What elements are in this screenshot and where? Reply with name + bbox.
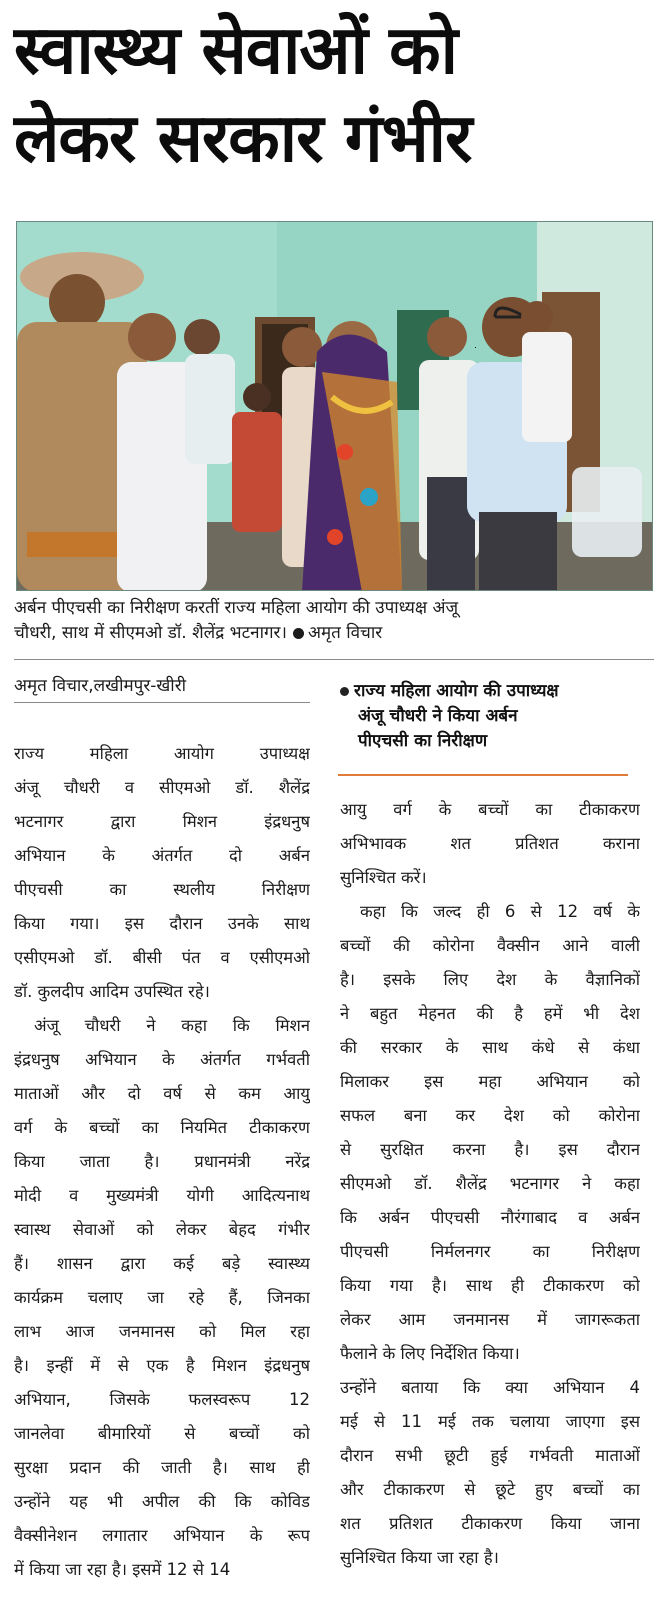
kicker-line-1 (340, 679, 640, 704)
body-text-line: कि अर्बन पीएचसी नौरंगाबाद व अर्बन (340, 1208, 640, 1227)
body-text-line: आयु वर्ग के बच्चों का टीकाकरण (340, 800, 640, 819)
body-text-line: अभियान के अंतर्गत दो अर्बन (14, 846, 310, 865)
body-text-line: हैं। शासन द्वारा कई बड़े स्वास्थ्य (14, 1254, 310, 1273)
dateline: अमृत विचार,लखीमपुर-खीरी (14, 676, 187, 696)
body-text-line: सुरक्षा प्रदान की जाती है। साथ ही (14, 1458, 310, 1477)
body-text-line: है। इसके लिए देश के वैज्ञानिकों (340, 970, 640, 989)
body-text-line: एसीएमओ डॉ. बीसी पंत व एसीएमओ (14, 948, 310, 967)
body-text-line: राज्य महिला आयोग उपाध्यक्ष (14, 744, 310, 763)
bullet-icon (340, 687, 349, 696)
headline (14, 6, 654, 182)
kicker-highlight (340, 679, 640, 754)
kicker-line-2: अंजू चौधरी ने किया अर्बन (358, 706, 518, 726)
kicker-accent-rule (338, 774, 628, 776)
body-text-line: सफल बना कर देश को कोरोना (340, 1106, 640, 1125)
body-text-line: किया जाता है। प्रधानमंत्री नरेंद्र (14, 1152, 310, 1171)
body-text-line: वैक्सीनेशन लगातार अभियान के रूप (14, 1526, 310, 1545)
body-text-line: अभिभावक शत प्रतिशत कराना (340, 834, 640, 853)
body-text-line: सीएमओ डॉ. शैलेंद्र भटनागर ने कहा (340, 1174, 640, 1193)
body-text-line: कहा कि जल्द ही 6 से 12 वर्ष के (360, 902, 640, 921)
body-text-line: स्वास्थ सेवाओं को लेकर बेहद गंभीर (14, 1220, 310, 1239)
article-body-left-column (14, 737, 310, 1587)
dateline-divider (14, 702, 310, 703)
body-text-line: किया गया। इस दौरान उनके साथ (14, 914, 310, 933)
body-text-line: कार्यक्रम चलाए जा रहे हैं, जिनका (14, 1288, 310, 1307)
caption-line-1: अर्बन पीएचसी का निरीक्षण करतीं राज्य महिला आयोग की उपाध्यक्ष अंजू (14, 598, 459, 618)
caption-credit: अमृत विचार (307, 623, 383, 643)
body-text-line: और टीकाकरण से छूटे हुए बच्चों का (340, 1480, 640, 1499)
body-text-line: शत प्रतिशत टीकाकरण किया जाना (340, 1514, 640, 1533)
headline-line-1: स्वास्थ्य सेवाओं को (14, 11, 457, 89)
news-photo (16, 221, 653, 591)
caption-line-2-text: चौधरी, साथ में सीएमओ डॉ. शैलेंद्र भटनागर। (14, 623, 287, 643)
caption-divider (14, 659, 654, 660)
body-text-line: में किया जा रहा है। इसमें 12 से 14 (14, 1560, 231, 1579)
body-text-line: दौरान सभी छूटी हुई गर्भवती माताओं (340, 1446, 640, 1465)
caption-line-2 (14, 621, 654, 646)
body-text-line: से सुरक्षित करना है। इस दौरान (340, 1140, 640, 1159)
photo-caption (14, 596, 654, 646)
body-text-line: अंजू चौधरी ने कहा कि मिशन (34, 1016, 310, 1035)
body-text-line: अभियान, जिसके फलस्वरूप 12 (14, 1390, 310, 1409)
body-text-line: इंद्रधनुष अभियान के अंतर्गत गर्भवती (14, 1050, 310, 1069)
body-text-line: सुनिश्चित करें। (340, 868, 427, 887)
body-text-line: जानलेवा बीमारियों से बच्चों को (14, 1424, 310, 1443)
body-text-line: किया गया है। साथ ही टीकाकरण को (340, 1276, 640, 1295)
body-text-line: डॉ. कुलदीप आदिम उपस्थित रहे। (14, 982, 210, 1001)
body-text-line: पीएचसी निर्मलनगर का निरीक्षण (340, 1242, 640, 1261)
body-text-line: है। इन्हीं में से एक है मिशन इंद्रधनुष (14, 1356, 310, 1375)
kicker-line-1-text: राज्य महिला आयोग की उपाध्यक्ष (354, 681, 559, 701)
body-text-line: वर्ग के बच्चों का नियमित टीकाकरण (14, 1118, 310, 1137)
kicker-line-3: पीएचसी का निरीक्षण (358, 731, 488, 751)
body-text-line: माताओं और दो वर्ष से कम आयु (14, 1084, 310, 1103)
body-text-line: लेकर आम जनमानस में जागरूकता (340, 1310, 640, 1329)
body-text-line: सुनिश्चित किया जा रहा है। (340, 1548, 499, 1567)
body-text-line: उन्होंने बताया कि क्या अभियान 4 (340, 1378, 640, 1397)
body-text-line: मोदी व मुख्यमंत्री योगी आदित्यनाथ (14, 1186, 310, 1205)
body-text-line: फैलाने के लिए निर्देशित किया। (340, 1344, 520, 1363)
body-text-line: मिलाकर इस महा अभियान को (340, 1072, 640, 1091)
body-text-line: बच्चों की कोरोना वैक्सीन आने वाली (340, 936, 640, 955)
body-text-line: ने बहुत मेहनत की है हमें भी देश (340, 1004, 640, 1023)
body-text-line: की सरकार के साथ कंधे से कंधा (340, 1038, 640, 1057)
body-text-line: लाभ आज जनमानस को मिल रहा (14, 1322, 310, 1341)
bullet-icon (293, 628, 304, 639)
body-text-line: उन्होंने यह भी अपील की कि कोविड (14, 1492, 310, 1511)
body-text-line: अंजू चौधरी व सीएमओ डॉ. शैलेंद्र (14, 778, 310, 797)
headline-line-2: लेकर सरकार गंभीर (14, 99, 472, 177)
article-body-right-column (340, 793, 640, 1575)
body-text-line: पीएचसी का स्थलीय निरीक्षण (14, 880, 310, 899)
body-text-line: मई से 11 मई तक चलाया जाएगा इस (340, 1412, 640, 1431)
body-text-line: भटनागर द्वारा मिशन इंद्रधनुष (14, 812, 310, 831)
